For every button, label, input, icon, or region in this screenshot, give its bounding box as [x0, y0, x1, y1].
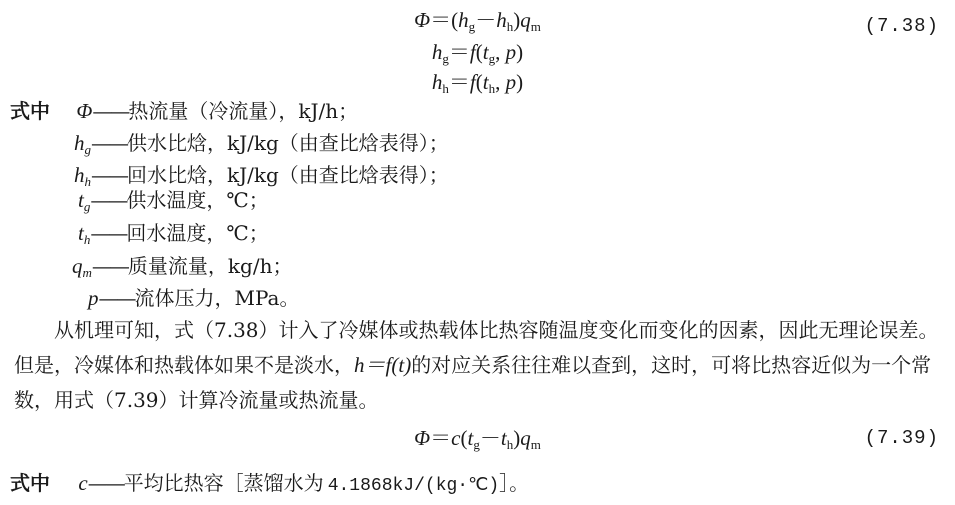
body-paragraph — [14, 313, 942, 418]
definition-hg: $h_g——$供水比焓，kJ/kg（由查比焓表得）； — [74, 131, 449, 157]
equation-7-38-line2: $h_g=f(t_g$, p) — [431, 40, 524, 66]
equation-7-39: $\Phi=c(t_g-t_h)q_m$ — [414, 426, 541, 452]
definition-symbol: $t_h$ — [78, 221, 91, 247]
definition-th: $t_h——$回水温度，℃； — [78, 221, 269, 247]
definition-text: 流体压力，MPa。 — [134, 286, 300, 310]
definition-symbol: $h_h$ — [74, 163, 92, 189]
equation-number-7-39: (7.39) — [864, 427, 939, 449]
definition-text-after: ］。 — [499, 471, 530, 495]
definition-symbol: c — [78, 471, 88, 495]
where-label: 式中 — [10, 471, 50, 495]
definition-text: 供水比焓，kJ/kg（由查比焓表得）； — [127, 131, 449, 155]
definition-symbol: p — [88, 286, 99, 310]
definition-text: 质量流量，kg/h； — [127, 254, 293, 278]
definition-text-before: 平均比热容［蒸馏水为 — [123, 471, 324, 495]
definition-phi: 式中 Φ——热流量（冷流量），kJ/h； — [10, 99, 359, 123]
definition-tg: $t_g——$供水温度，℃； — [78, 188, 269, 214]
definition-text: 热流量（冷流量），kJ/h； — [128, 99, 359, 123]
paragraph-part2: 的对应关系往往难以查到，这时，可将比热容近似为一个常数，用式（7.39）计算冷流量或热流量。 — [14, 353, 932, 412]
equation-7-38-line1: $\Phi=(h_g-h_h)q_m$ — [414, 8, 541, 34]
definition-qm: $q_m——$质量流量，kg/h； — [72, 254, 293, 280]
definition-p: p——流体压力，MPa。 — [88, 286, 300, 310]
definition-text: 供水温度，℃； — [126, 188, 269, 212]
definition-hh: $h_h——$回水比焓，kJ/kg（由查比焓表得）； — [74, 163, 449, 189]
definition-symbol: $q_m$ — [72, 254, 92, 280]
paragraph-part1: 从机理可知，式（7.38）计入了冷媒体或热载体比热容随温度变化而变化的因素，因此无理论误差。但是，冷媒体和热载体如果不是淡水， — [14, 318, 939, 377]
equation-number-7-38: (7.38) — [864, 15, 939, 37]
definition-c: 式中 c——平均比热容［蒸馏水为 4.1868kJ/(kg·℃)］。 — [10, 471, 530, 496]
definition-text: 回水比焓，kJ/kg（由查比焓表得）； — [127, 163, 449, 187]
paragraph-formula: h＝f(t) — [354, 353, 412, 377]
definition-text: 回水温度，℃； — [126, 221, 269, 245]
definition-value: 4.1868kJ/(kg·℃) — [327, 476, 500, 496]
where-label: 式中 — [10, 99, 50, 123]
equation-7-38-line3: $h_h=f(t_h$, p) — [431, 70, 524, 96]
definition-symbol: $h_g$ — [74, 131, 92, 157]
definition-symbol: $t_g$ — [78, 188, 91, 214]
definition-symbol: Φ — [76, 99, 93, 123]
